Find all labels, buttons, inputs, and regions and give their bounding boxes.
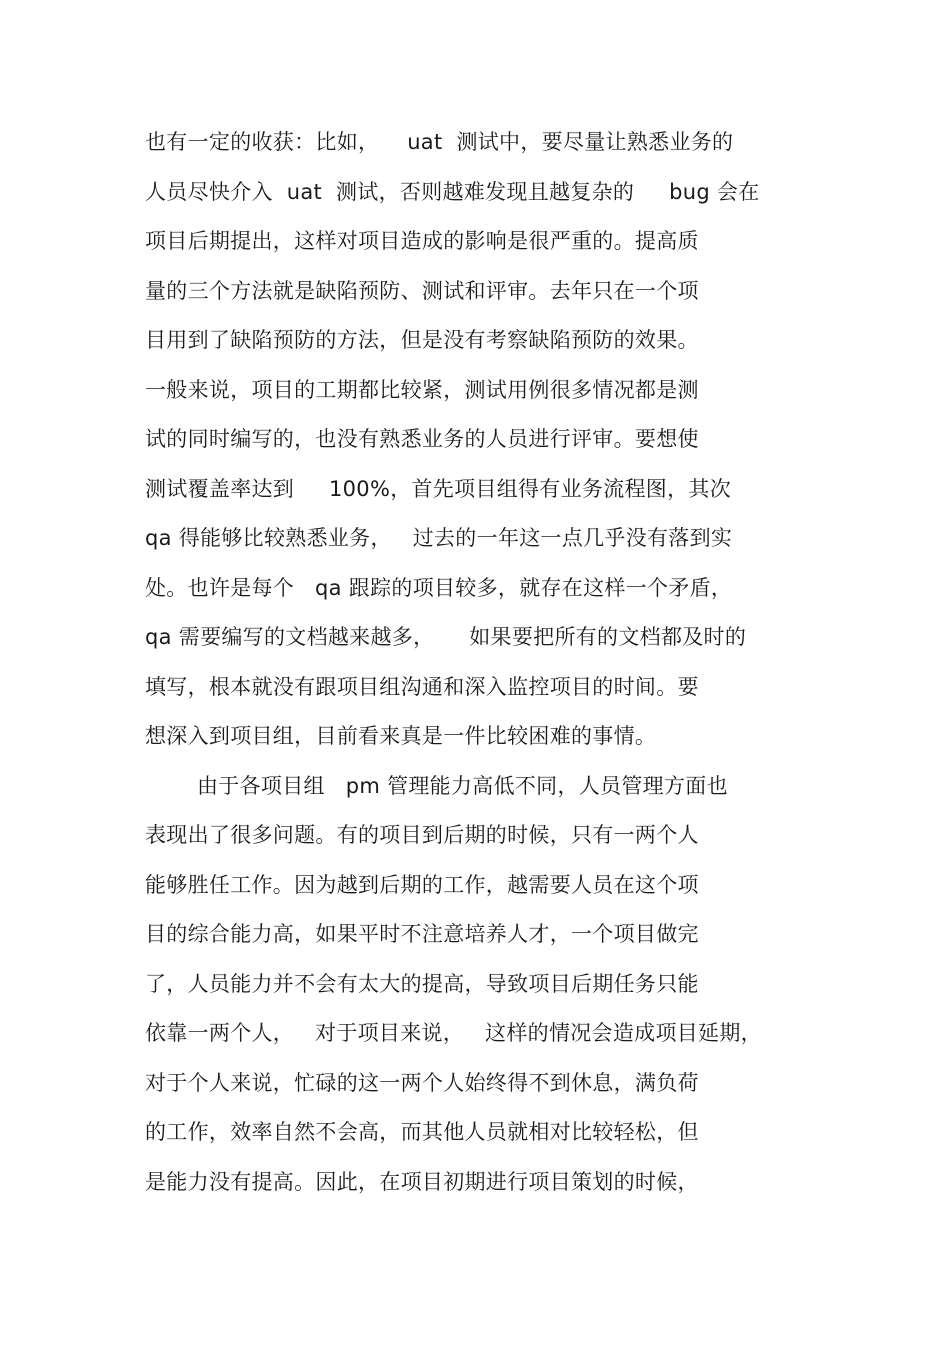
text-line: 测试覆盖率达到 100%，首先项目组得有业务流程图，其次 (145, 476, 732, 501)
text-line: 目用到了缺陷预防的方法，但是没有考察缺陷预防的效果。 (145, 328, 699, 352)
text-line: qa 需要编写的文档越来越多， 如果要把所有的文档都及时的 (145, 625, 747, 649)
text-line: 对于个人来说，忙碌的这一两个人始终得不到休息，满负荷 (145, 1070, 699, 1095)
text-line: 也有一定的收获：比如， uat 测试中，要尽量让熟悉业务的 (145, 130, 734, 154)
text-line: 一般来说，项目的工期都比较紧，测试用例很多情况都是测 (145, 377, 699, 402)
text-line: 的工作，效率自然不会高，而其他人员就相对比较轻松，但 (145, 1120, 699, 1144)
text-line: 表现出了很多问题。有的项目到后期的时候，只有一两个人 (145, 823, 699, 847)
text-line: 能够胜任工作。因为越到后期的工作，越需要人员在这个项 (145, 872, 699, 897)
body-text (145, 118, 825, 1207)
text-line: 量的三个方法就是缺陷预防、测试和评审。去年只在一个项 (145, 278, 699, 303)
text-line: 想深入到项目组，目前看来真是一件比较困难的事情。 (145, 724, 657, 748)
paragraph-start-line: 由于各项目组 pm 管理能力高低不同，人员管理方面也 (197, 773, 728, 798)
text-line: 试的同时编写的，也没有熟悉业务的人员进行评审。要想使 (145, 427, 699, 451)
text-line: 填写，根本就没有跟项目组沟通和深入监控项目的时间。要 (145, 674, 699, 699)
text-line: 人员尽快介入 uat 测试，否则越难发现且越复杂的 bug 会在 (145, 179, 760, 204)
text-line: 项目后期提出，这样对项目造成的影响是很严重的。提高质 (145, 229, 699, 253)
text-line: 处。也许是每个 qa 跟踪的项目较多，就存在这样一个矛盾， (145, 575, 733, 600)
text-line: 依靠一两个人， 对于项目来说， 这样的情况会造成项目延期， (145, 1021, 762, 1045)
text-line: 了，人员能力并不会有太大的提高，导致项目后期任务只能 (145, 971, 699, 996)
text-line: qa 得能够比较熟悉业务， 过去的一年这一点几乎没有落到实 (145, 526, 733, 550)
text-line: 目的综合能力高，如果平时不注意培养人才，一个项目做完 (145, 922, 699, 946)
text-line: 是能力没有提高。因此，在项目初期进行项目策划的时候， (145, 1169, 699, 1194)
